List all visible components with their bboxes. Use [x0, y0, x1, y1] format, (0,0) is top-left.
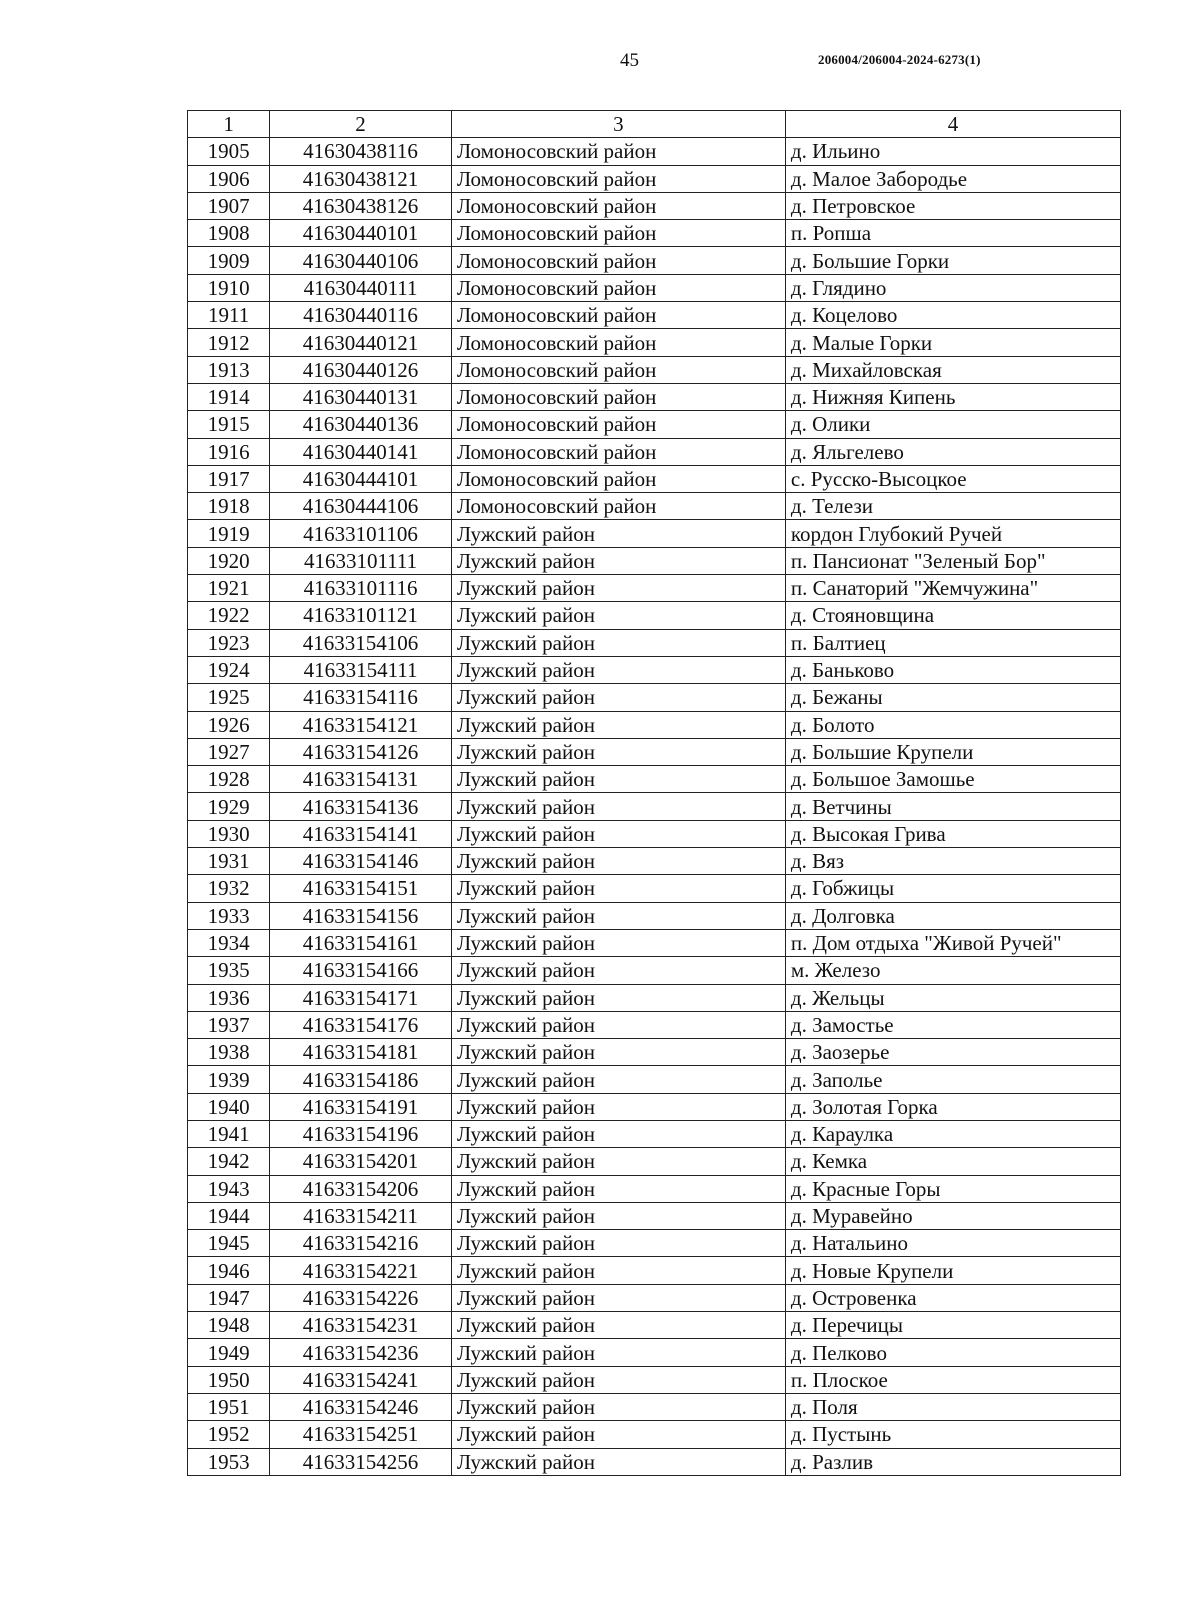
district-cell: Лужский район — [451, 1393, 785, 1420]
settlement-cell: д. Стояновщина — [785, 602, 1120, 629]
row-number-cell: 1922 — [188, 602, 270, 629]
code-cell: 41630440106 — [270, 247, 452, 274]
settlement-cell: д. Долговка — [785, 902, 1120, 929]
table-row — [188, 1039, 1121, 1066]
settlement-cell: д. Нижняя Кипень — [785, 383, 1120, 410]
settlement-cell: д. Большое Замошье — [785, 766, 1120, 793]
row-number-cell: 1915 — [188, 411, 270, 438]
row-number-cell: 1941 — [188, 1120, 270, 1147]
district-cell: Ломоносовский район — [451, 165, 785, 192]
row-number-cell: 1936 — [188, 984, 270, 1011]
code-cell: 41633154131 — [270, 766, 452, 793]
code-cell: 41633101111 — [270, 547, 452, 574]
column-header-1: 1 — [188, 111, 270, 138]
district-cell: Ломоносовский район — [451, 411, 785, 438]
row-number-cell: 1907 — [188, 192, 270, 219]
code-cell: 41630438126 — [270, 192, 452, 219]
row-number-cell: 1944 — [188, 1202, 270, 1229]
row-number-cell: 1948 — [188, 1312, 270, 1339]
code-cell: 41633154136 — [270, 793, 452, 820]
code-cell: 41633154206 — [270, 1175, 452, 1202]
code-cell: 41633154231 — [270, 1312, 452, 1339]
table-row — [188, 1066, 1121, 1093]
table-row — [188, 875, 1121, 902]
settlement-cell: д. Пелково — [785, 1339, 1120, 1366]
table-row — [188, 329, 1121, 356]
settlement-cell: д. Заполье — [785, 1066, 1120, 1093]
row-number-cell: 1925 — [188, 684, 270, 711]
district-cell: Лужский район — [451, 547, 785, 574]
settlement-cell: д. Муравейно — [785, 1202, 1120, 1229]
settlement-cell: д. Бежаны — [785, 684, 1120, 711]
table-row — [188, 411, 1121, 438]
row-number-cell: 1951 — [188, 1393, 270, 1420]
row-number-cell: 1942 — [188, 1148, 270, 1175]
table-body — [188, 138, 1121, 1476]
code-cell: 41633154191 — [270, 1093, 452, 1120]
row-number-cell: 1906 — [188, 165, 270, 192]
code-cell: 41630440136 — [270, 411, 452, 438]
code-cell: 41630440116 — [270, 302, 452, 329]
table-row — [188, 1093, 1121, 1120]
code-cell: 41630444106 — [270, 493, 452, 520]
code-cell: 41633154236 — [270, 1339, 452, 1366]
row-number-cell: 1923 — [188, 629, 270, 656]
district-cell: Лужский район — [451, 1312, 785, 1339]
code-cell: 41633154211 — [270, 1202, 452, 1229]
code-cell: 41633154141 — [270, 820, 452, 847]
code-cell: 41630438121 — [270, 165, 452, 192]
page-number: 45 — [620, 50, 639, 71]
table-row — [188, 274, 1121, 301]
settlement-cell: д. Натальино — [785, 1230, 1120, 1257]
district-cell: Ломоносовский район — [451, 138, 785, 165]
table-row — [188, 1202, 1121, 1229]
code-cell: 41633154246 — [270, 1393, 452, 1420]
settlement-cell: м. Железо — [785, 957, 1120, 984]
column-header-2: 2 — [270, 111, 452, 138]
district-cell: Ломоносовский район — [451, 247, 785, 274]
table-row — [188, 848, 1121, 875]
code-cell: 41633154241 — [270, 1366, 452, 1393]
settlement-cell: д. Разлив — [785, 1448, 1120, 1475]
district-cell: Лужский район — [451, 1039, 785, 1066]
table-header — [188, 111, 1121, 138]
settlement-cell: с. Русско-Высоцкое — [785, 465, 1120, 492]
settlement-cell: д. Караулка — [785, 1120, 1120, 1147]
district-cell: Лужский район — [451, 820, 785, 847]
district-cell: Лужский район — [451, 929, 785, 956]
district-cell: Лужский район — [451, 1257, 785, 1284]
district-cell: Ломоносовский район — [451, 329, 785, 356]
table-row — [188, 247, 1121, 274]
row-number-cell: 1920 — [188, 547, 270, 574]
row-number-cell: 1943 — [188, 1175, 270, 1202]
row-number-cell: 1918 — [188, 493, 270, 520]
district-cell: Лужский район — [451, 1284, 785, 1311]
district-cell: Лужский район — [451, 848, 785, 875]
district-cell: Лужский район — [451, 1120, 785, 1147]
district-cell: Лужский район — [451, 957, 785, 984]
row-number-cell: 1928 — [188, 766, 270, 793]
code-cell: 41633154106 — [270, 629, 452, 656]
district-cell: Лужский район — [451, 793, 785, 820]
code-cell: 41633154196 — [270, 1120, 452, 1147]
table-row — [188, 984, 1121, 1011]
table-row — [188, 602, 1121, 629]
settlement-cell: д. Заозерье — [785, 1039, 1120, 1066]
settlements-table — [187, 110, 1121, 1476]
row-number-cell: 1927 — [188, 738, 270, 765]
settlement-cell: д. Вяз — [785, 848, 1120, 875]
code-cell: 41630440131 — [270, 383, 452, 410]
table-row — [188, 165, 1121, 192]
code-cell: 41633154201 — [270, 1148, 452, 1175]
row-number-cell: 1910 — [188, 274, 270, 301]
code-cell: 41633154151 — [270, 875, 452, 902]
row-number-cell: 1916 — [188, 438, 270, 465]
column-header-3: 3 — [451, 111, 785, 138]
row-number-cell: 1934 — [188, 929, 270, 956]
table-row — [188, 738, 1121, 765]
row-number-cell: 1938 — [188, 1039, 270, 1066]
table-row — [188, 929, 1121, 956]
table-row — [188, 438, 1121, 465]
settlement-cell: д. Малое Забородье — [785, 165, 1120, 192]
settlement-cell: д. Новые Крупели — [785, 1257, 1120, 1284]
district-cell: Лужский район — [451, 1011, 785, 1038]
settlement-cell: д. Высокая Грива — [785, 820, 1120, 847]
document-code: 206004/206004-2024-6273(1) — [818, 52, 981, 67]
district-cell: Лужский район — [451, 602, 785, 629]
table-row — [188, 220, 1121, 247]
row-number-cell: 1905 — [188, 138, 270, 165]
district-cell: Лужский район — [451, 656, 785, 683]
row-number-cell: 1949 — [188, 1339, 270, 1366]
table-row — [188, 520, 1121, 547]
row-number-cell: 1917 — [188, 465, 270, 492]
district-cell: Лужский район — [451, 766, 785, 793]
table-row — [188, 192, 1121, 219]
row-number-cell: 1952 — [188, 1421, 270, 1448]
district-cell: Лужский район — [451, 684, 785, 711]
settlement-cell: д. Замостье — [785, 1011, 1120, 1038]
district-cell: Лужский район — [451, 1093, 785, 1120]
row-number-cell: 1933 — [188, 902, 270, 929]
code-cell: 41633101116 — [270, 575, 452, 602]
district-cell: Лужский район — [451, 902, 785, 929]
table-row — [188, 656, 1121, 683]
code-cell: 41633154176 — [270, 1011, 452, 1038]
row-number-cell: 1930 — [188, 820, 270, 847]
table-row — [188, 1448, 1121, 1475]
code-cell: 41633154251 — [270, 1421, 452, 1448]
settlement-cell: д. Петровское — [785, 192, 1120, 219]
settlement-cell: д. Жельцы — [785, 984, 1120, 1011]
row-number-cell: 1911 — [188, 302, 270, 329]
district-cell: Лужский район — [451, 520, 785, 547]
row-number-cell: 1937 — [188, 1011, 270, 1038]
district-cell: Лужский район — [451, 1421, 785, 1448]
table-row — [188, 356, 1121, 383]
district-cell: Ломоносовский район — [451, 274, 785, 301]
district-cell: Ломоносовский район — [451, 356, 785, 383]
table-row — [188, 957, 1121, 984]
table-row — [188, 1421, 1121, 1448]
code-cell: 41630440111 — [270, 274, 452, 301]
code-cell: 41630440121 — [270, 329, 452, 356]
table-row — [188, 1284, 1121, 1311]
table-row — [188, 1339, 1121, 1366]
settlement-cell: д. Пустынь — [785, 1421, 1120, 1448]
code-cell: 41630444101 — [270, 465, 452, 492]
table-row — [188, 1175, 1121, 1202]
row-number-cell: 1931 — [188, 848, 270, 875]
code-cell: 41633154171 — [270, 984, 452, 1011]
table-row — [188, 766, 1121, 793]
table-row — [188, 820, 1121, 847]
district-cell: Ломоносовский район — [451, 438, 785, 465]
settlement-cell: д. Кемка — [785, 1148, 1120, 1175]
row-number-cell: 1929 — [188, 793, 270, 820]
settlement-cell: п. Плоское — [785, 1366, 1120, 1393]
settlement-cell: д. Островенка — [785, 1284, 1120, 1311]
table-row — [188, 1120, 1121, 1147]
table-row — [188, 1257, 1121, 1284]
settlement-cell: кордон Глубокий Ручей — [785, 520, 1120, 547]
settlement-cell: д. Поля — [785, 1393, 1120, 1420]
code-cell: 41633154221 — [270, 1257, 452, 1284]
settlement-cell: д. Малые Горки — [785, 329, 1120, 356]
table-row — [188, 1393, 1121, 1420]
code-cell: 41633154146 — [270, 848, 452, 875]
row-number-cell: 1914 — [188, 383, 270, 410]
district-cell: Ломоносовский район — [451, 220, 785, 247]
district-cell: Лужский район — [451, 629, 785, 656]
district-cell: Ломоносовский район — [451, 493, 785, 520]
row-number-cell: 1932 — [188, 875, 270, 902]
code-cell: 41633101106 — [270, 520, 452, 547]
settlement-cell: д. Яльгелево — [785, 438, 1120, 465]
column-header-4: 4 — [785, 111, 1120, 138]
district-cell: Лужский район — [451, 738, 785, 765]
district-cell: Лужский район — [451, 575, 785, 602]
district-cell: Лужский район — [451, 1230, 785, 1257]
district-cell: Ломоносовский район — [451, 302, 785, 329]
table-row — [188, 138, 1121, 165]
settlement-cell: д. Олики — [785, 411, 1120, 438]
table-row — [188, 493, 1121, 520]
row-number-cell: 1947 — [188, 1284, 270, 1311]
code-cell: 41633154166 — [270, 957, 452, 984]
row-number-cell: 1924 — [188, 656, 270, 683]
table-row — [188, 684, 1121, 711]
row-number-cell: 1909 — [188, 247, 270, 274]
table-row — [188, 1230, 1121, 1257]
row-number-cell: 1953 — [188, 1448, 270, 1475]
code-cell: 41630440126 — [270, 356, 452, 383]
code-cell: 41633154216 — [270, 1230, 452, 1257]
district-cell: Лужский район — [451, 1366, 785, 1393]
table-row — [188, 302, 1121, 329]
table-row — [188, 1312, 1121, 1339]
code-cell: 41633154226 — [270, 1284, 452, 1311]
district-cell: Лужский район — [451, 1202, 785, 1229]
district-cell: Лужский район — [451, 875, 785, 902]
table-row — [188, 1366, 1121, 1393]
settlement-cell: д. Ильино — [785, 138, 1120, 165]
code-cell: 41630440101 — [270, 220, 452, 247]
settlement-cell: д. Красные Горы — [785, 1175, 1120, 1202]
code-cell: 41633154256 — [270, 1448, 452, 1475]
settlement-cell: д. Коцелово — [785, 302, 1120, 329]
row-number-cell: 1912 — [188, 329, 270, 356]
code-cell: 41633154111 — [270, 656, 452, 683]
row-number-cell: 1921 — [188, 575, 270, 602]
district-cell: Лужский район — [451, 1066, 785, 1093]
header-row — [188, 111, 1121, 138]
table-row — [188, 711, 1121, 738]
code-cell: 41630438116 — [270, 138, 452, 165]
district-cell: Ломоносовский район — [451, 465, 785, 492]
table-row — [188, 383, 1121, 410]
district-cell: Лужский район — [451, 984, 785, 1011]
district-cell: Лужский район — [451, 1175, 785, 1202]
settlement-cell: д. Михайловская — [785, 356, 1120, 383]
row-number-cell: 1913 — [188, 356, 270, 383]
table-row — [188, 793, 1121, 820]
settlement-cell: п. Дом отдыха "Живой Ручей" — [785, 929, 1120, 956]
row-number-cell: 1945 — [188, 1230, 270, 1257]
settlement-cell: д. Большие Крупели — [785, 738, 1120, 765]
code-cell: 41633154186 — [270, 1066, 452, 1093]
code-cell: 41633154116 — [270, 684, 452, 711]
district-cell: Лужский район — [451, 1148, 785, 1175]
code-cell: 41633154161 — [270, 929, 452, 956]
row-number-cell: 1950 — [188, 1366, 270, 1393]
settlement-cell: п. Пансионат "Зеленый Бор" — [785, 547, 1120, 574]
row-number-cell: 1908 — [188, 220, 270, 247]
code-cell: 41633154156 — [270, 902, 452, 929]
table-row — [188, 575, 1121, 602]
settlement-cell: д. Гобжицы — [785, 875, 1120, 902]
settlement-cell: д. Золотая Горка — [785, 1093, 1120, 1120]
settlement-cell: д. Ветчины — [785, 793, 1120, 820]
code-cell: 41633101121 — [270, 602, 452, 629]
table-row — [188, 629, 1121, 656]
settlement-cell: п. Санаторий "Жемчужина" — [785, 575, 1120, 602]
settlement-cell: д. Болото — [785, 711, 1120, 738]
code-cell: 41633154126 — [270, 738, 452, 765]
district-cell: Лужский район — [451, 1339, 785, 1366]
settlement-cell: д. Телези — [785, 493, 1120, 520]
settlement-cell: д. Глядино — [785, 274, 1120, 301]
settlement-cell: д. Перечицы — [785, 1312, 1120, 1339]
district-cell: Лужский район — [451, 711, 785, 738]
code-cell: 41633154121 — [270, 711, 452, 738]
table-row — [188, 1011, 1121, 1038]
table-row — [188, 465, 1121, 492]
table-row — [188, 902, 1121, 929]
settlement-cell: д. Баньково — [785, 656, 1120, 683]
row-number-cell: 1926 — [188, 711, 270, 738]
row-number-cell: 1935 — [188, 957, 270, 984]
settlement-cell: д. Большие Горки — [785, 247, 1120, 274]
row-number-cell: 1946 — [188, 1257, 270, 1284]
row-number-cell: 1919 — [188, 520, 270, 547]
settlement-cell: п. Балтиец — [785, 629, 1120, 656]
table-row — [188, 1148, 1121, 1175]
district-cell: Ломоносовский район — [451, 192, 785, 219]
settlement-cell: п. Ропша — [785, 220, 1120, 247]
district-cell: Ломоносовский район — [451, 383, 785, 410]
row-number-cell: 1939 — [188, 1066, 270, 1093]
code-cell: 41633154181 — [270, 1039, 452, 1066]
code-cell: 41630440141 — [270, 438, 452, 465]
district-cell: Лужский район — [451, 1448, 785, 1475]
table-row — [188, 547, 1121, 574]
row-number-cell: 1940 — [188, 1093, 270, 1120]
